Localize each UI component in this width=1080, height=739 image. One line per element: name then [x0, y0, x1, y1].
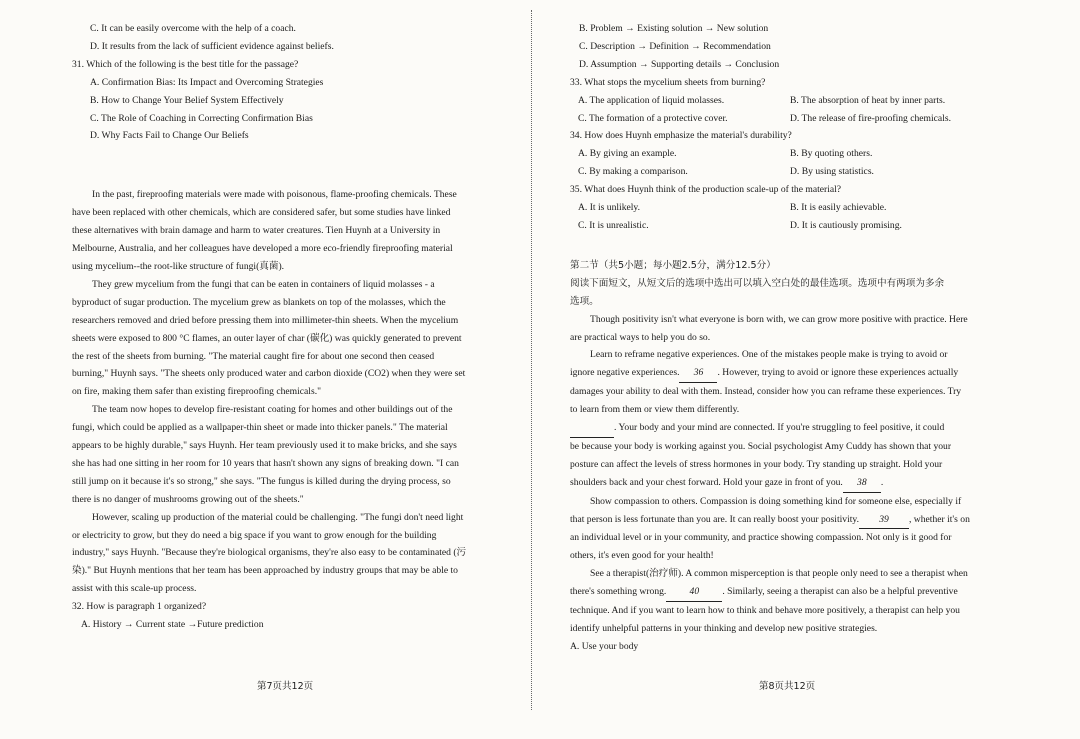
q34-options-row-1 [570, 145, 1000, 163]
cloze-p3-line [570, 419, 1000, 438]
page-number-left: 第7页共12页 [257, 681, 314, 692]
passage-paragraph-3 [72, 401, 500, 508]
cloze-text: ignore negative experiences. [570, 367, 680, 379]
q30-option-c: C. It can be easily overcome with the help of a coach. [90, 23, 296, 34]
cloze-p1-line: are practical ways to help you do so. [570, 331, 711, 343]
passage-line: on fire, making them safer than existing fireproofing chemicals." [72, 386, 322, 398]
q34-option-c: C. By making a comparison. [578, 166, 688, 178]
cloze-p2-line [570, 364, 1000, 383]
q32-option-c: C. Description → Definition → Recommendation [579, 40, 771, 52]
q33-options-row-1 [570, 92, 1000, 110]
cloze-text: . [880, 476, 884, 488]
q34-option-d: D. By using statistics. [790, 166, 874, 178]
q35-option-a: A. It is unlikely. [578, 202, 640, 214]
q34-options-row-2 [570, 163, 1000, 181]
passage-line: appears to be highly durable," says Huynh. Her team previously used it to make bricks, and she says [72, 440, 457, 452]
cloze-p4-line: an individual level or in your community, and practice showing compassion. Not only is it good for [570, 532, 952, 544]
cloze-option-a: A. Use your body [570, 640, 639, 652]
right-page [570, 20, 1000, 656]
passage-line: she has had one sitting in her room for 10 years that hasn't shown any signs of breaking down. "I can [72, 457, 459, 469]
cloze-p4-line: others, it's even good for your health! [570, 550, 714, 562]
cloze-p2-line: to learn from them or view them differently. [570, 404, 740, 416]
page-number-right: 第8页共12页 [759, 681, 816, 692]
q32-option-d: D. Assumption → Supporting details → Conclusion [579, 58, 780, 70]
passage-line: assist with this scale-up process. [72, 583, 197, 595]
q33-option-d: D. The release of fire-proofing chemicals. [790, 112, 951, 124]
cloze-p4-line: Show compassion to others. Compassion is doing something kind for someone else, especially if [590, 495, 962, 507]
blank-40[interactable]: 40 [666, 583, 722, 602]
passage-line: fungi, which could be applied as a wallpaper-thin sheet or made into thicker panels." The material [72, 422, 448, 434]
cloze-p3-line: be because your body is working against you. Social psychologist Amy Cuddy has shown that your [570, 440, 952, 452]
q33-option-b: B. The absorption of heat by inner parts. [790, 94, 946, 106]
instructions-line: 阅读下面短文，从短文后的选项中选出可以填入空白处的最佳选项。选项中有两项为多余 [570, 277, 945, 289]
cloze-p4-line [570, 511, 1000, 530]
passage-line: In the past, fireproofing materials were made with poisonous, flame-proofing chemicals. These [92, 189, 457, 201]
cloze-text: shoulders back and your chest forward. Hold your gaze in front of you. [570, 476, 843, 488]
passage-line: burning," Huynh says. "The sheets only produced water and carbon dioxide (CO2) when they were set [72, 368, 466, 380]
passage-line: have been replaced with other chemicals, which are considered safer, but some studies have linked [72, 207, 451, 219]
passage-line: 染)." But Huynh mentions that her team has been approached by industry groups that may be able to [72, 565, 458, 577]
cloze-p3-line [570, 474, 1000, 493]
passage-line: Melbourne, Australia, and her colleagues have developed a more eco-friendly fireproofing material [72, 243, 453, 255]
q34-option-b: B. By quoting others. [790, 148, 873, 160]
passage-line: industry," says Huynh. "Because they're biological organisms, they're also easy to be contaminated (污 [72, 547, 467, 559]
blank-39[interactable]: 39 [859, 511, 909, 530]
cloze-p5-line: See a therapist(治疗师). A common misperception is that people only need to see a therapist when [590, 568, 968, 580]
cloze-p5-line [570, 583, 1000, 602]
blank-36[interactable]: 36 [679, 364, 717, 383]
q31-stem: 31. Which of the following is the best title for the passage? [72, 58, 299, 70]
cloze-p5-line: technique. And if you want to learn how to think and behave more positively, a therapist can help you [570, 605, 960, 617]
q35-option-d: D. It is cautiously promising. [790, 219, 902, 231]
passage-line: the rest of the sheets from burning. "The material caught fire for about one second then ceased [72, 350, 435, 362]
passage-line: there is no danger of mushrooms growing out of the sheets." [72, 493, 304, 505]
blank-37[interactable] [570, 419, 614, 438]
q35-stem: 35. What does Huynh think of the production scale-up of the material? [570, 184, 842, 196]
q33-stem: 33. What stops the mycelium sheets from burning? [570, 76, 766, 88]
q34-option-a: A. By giving an example. [578, 148, 677, 160]
q31-option-b: B. How to Change Your Belief System Effectively [90, 94, 284, 106]
cloze-p3-line: posture can affect the levels of stress hormones in your body. Try standing up straight. Hold your [570, 458, 943, 470]
passage-line: researchers removed and dried before pressing them into millimeter-thin sheets. When the mycelium [72, 314, 459, 326]
passage-line: using mycelium--the root-like structure of fungi(真菌). [72, 260, 285, 272]
passage-paragraph-4 [72, 509, 500, 599]
passage-line: byproduct of sugar production. The mycelium grew as blankets on top of the molasses, which the [72, 296, 446, 308]
q32-option-b: B. Problem → Existing solution → New solution [579, 23, 769, 34]
q32-option-a: A. History → Current state →Future prediction [81, 619, 264, 631]
cloze-text: . Your body and your mind are connected. If you're struggling to feel positive, it could [614, 422, 945, 434]
cloze-text: . Similarly, seeing a therapist can also be a helpful preventive [722, 586, 958, 598]
passage-line: still jump on it because it's so strong," she says. "The fungus is killed during the drying process, so [72, 475, 451, 487]
passage-line: these alternatives with brain damage and harm to water creatures. Tien Huynh at a University in [72, 225, 441, 237]
cloze-p2-line: damages your ability to deal with them. Instead, consider how you can reframe these experiences. Try [570, 386, 962, 398]
q31-option-a: A. Confirmation Bias: Its Impact and Overcoming Strategies [90, 76, 324, 88]
passage-paragraph-2 [72, 276, 500, 401]
passage-line: or electricity to grow, but they do need a big space if you want to grow enough for the building [72, 529, 437, 541]
q30-option-d: D. It results from the lack of sufficient evidence against beliefs. [90, 40, 334, 52]
q32-stem: 32. How is paragraph 1 organized? [72, 601, 207, 613]
q34-stem: 34. How does Huynh emphasize the material's durability? [570, 130, 792, 142]
cloze-p5-line: identify unhelpful patterns in your thinking and develop new positive strategies. [570, 623, 878, 634]
q35-option-b: B. It is easily achievable. [790, 202, 887, 214]
passage-line: However, scaling up production of the material could be challenging. "The fungi don't need light [92, 511, 464, 523]
passage-paragraph-1 [72, 186, 500, 276]
q35-options-row-1 [570, 199, 1000, 217]
cloze-p1-line: Though positivity isn't what everyone is born with, we can grow more positive with practice. Here [590, 313, 968, 325]
q31-option-d: D. Why Facts Fail to Change Our Beliefs [90, 130, 249, 142]
section-title: 第二节（共5小题；每小题2.5分，满分12.5分） [570, 259, 776, 271]
q33-option-a: A. The application of liquid molasses. [578, 94, 725, 106]
passage-line: sheets were exposed to 800 °C flames, an outer layer of char (碳化) was quickly generated to prevent [72, 332, 462, 344]
q35-options-row-2 [570, 217, 1000, 235]
q33-option-c: C. The formation of a protective cover. [578, 112, 728, 124]
cloze-text: there's something wrong. [570, 586, 667, 598]
cloze-text: that person is less fortunate than you are. It can really boost your positivity. [570, 513, 859, 525]
blank-38[interactable]: 38 [843, 474, 881, 493]
cloze-p2-line: Learn to reframe negative experiences. One of the mistakes people make is trying to avoid or [590, 349, 948, 361]
instructions-line: 选项。 [570, 295, 599, 307]
q33-options-row-2 [570, 110, 1000, 128]
q31-option-c: C. The Role of Coaching in Correcting Confirmation Bias [90, 112, 313, 124]
cloze-text: . However, trying to avoid or ignore these experiences actually [717, 367, 959, 379]
passage-line: They grew mycelium from the fungi that can be eaten in containers of liquid molasses - a [92, 278, 435, 290]
page-divider [531, 10, 532, 710]
left-page [72, 20, 500, 634]
passage-line: The team now hopes to develop fire-resistant coating for homes and other buildings out of the [92, 404, 453, 416]
q35-option-c: C. It is unrealistic. [578, 219, 649, 231]
cloze-text: , whether it's on [909, 513, 970, 525]
